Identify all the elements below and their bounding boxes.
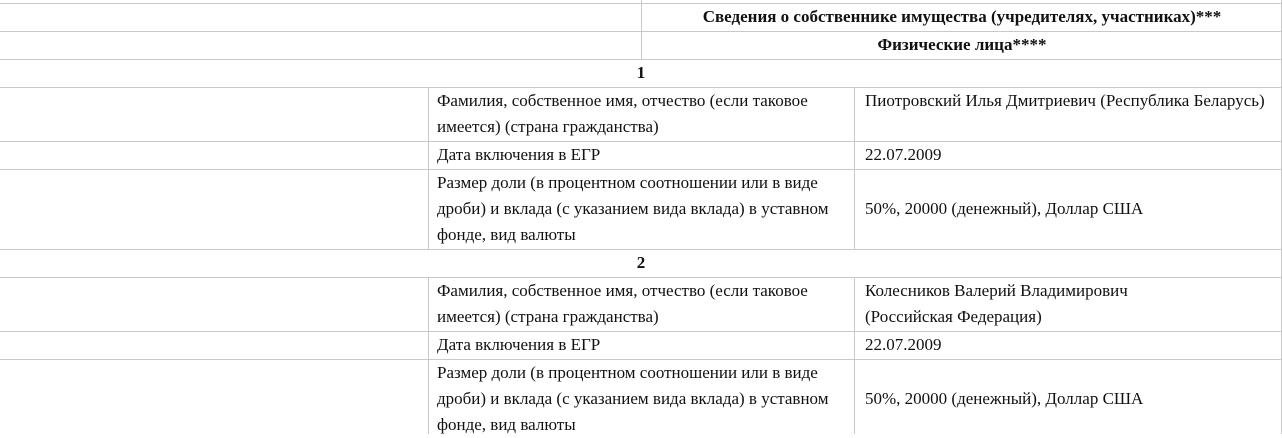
date-value: 22.07.2009 (865, 335, 942, 354)
column-divider (428, 277, 429, 434)
share-value: 50%, 20000 (денежный), Доллар США (865, 389, 1144, 408)
owner-number: 2 (636, 253, 646, 272)
column-divider (854, 87, 855, 249)
share-value: 50%, 20000 (денежный), Доллар США (865, 199, 1144, 218)
date-label: Дата включения в ЕГР (437, 335, 601, 354)
name-label: Фамилия, собственное имя, отчество (если таковое имеется) (страна гражданства) (437, 91, 808, 136)
share-label: Размер доли (в процентном соотношении или в виде дроби) и вклада (с указанием вида вклада) в уставном фонде, вид валюты (437, 363, 829, 434)
date-label: Дата включения в ЕГР (437, 145, 601, 164)
name-value: Колесников Валерий Владимирович (Российская Федерация) (865, 281, 1128, 326)
name-label: Фамилия, собственное имя, отчество (если таковое имеется) (страна гражданства) (437, 281, 808, 326)
share-label: Размер доли (в процентном соотношении или в виде дроби) и вклада (с указанием вида вклада) в уставном фонде, вид валюты (437, 173, 829, 244)
name-value: Пиотровский Илья Дмитриевич (Республика Беларусь) (865, 91, 1265, 110)
date-value: 22.07.2009 (865, 145, 942, 164)
column-divider (428, 87, 429, 249)
subsection-title: Физические лица**** (877, 35, 1047, 54)
owner-number: 1 (636, 63, 646, 82)
section-title: Сведения о собственнике имущества (учредителях, участниках)*** (702, 7, 1222, 26)
column-divider (854, 277, 855, 434)
